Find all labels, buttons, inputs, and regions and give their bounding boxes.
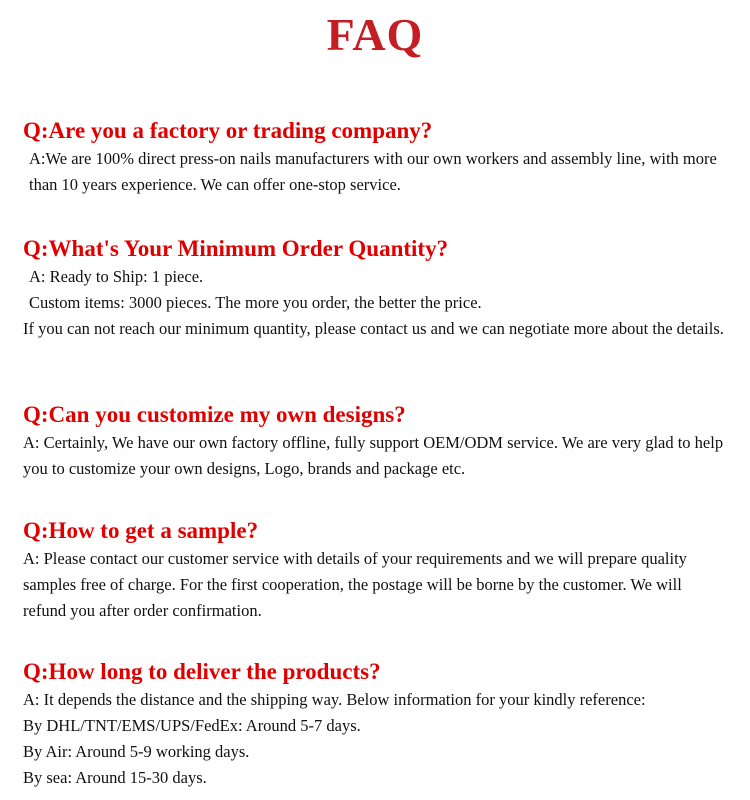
faq-answer — [23, 546, 728, 624]
faq-answer-line: A: Please contact our customer service with details of your requirements and we will prepare quality samples free of charge. For the first cooperation, the postage will be borne by the customer. We will refund you after order confirmation. — [23, 549, 687, 620]
faq-question: Q:What's Your Minimum Order Quantity? — [23, 236, 449, 261]
faq-item-factory — [23, 116, 728, 198]
faq-answer — [23, 264, 728, 342]
faq-question: Q:Can you customize my own designs? — [23, 402, 406, 427]
faq-answer-line: A: It depends the distance and the shipping way. Below information for your kindly reference: — [23, 690, 646, 709]
faq-question: Q:How to get a sample? — [23, 518, 259, 543]
faq-item-sample — [23, 516, 728, 624]
faq-answer-line: A:We are 100% direct press-on nails manufacturers with our own workers and assembly line, with more than 10 years experience. We can offer one-stop service. — [29, 149, 717, 194]
faq-item-customize — [23, 400, 728, 482]
faq-question: Q:How long to deliver the products? — [23, 659, 381, 684]
faq-question: Q:Are you a factory or trading company? — [23, 118, 433, 143]
faq-answer-line: Custom items: 3000 pieces. The more you order, the better the price. — [29, 293, 482, 312]
faq-answer — [23, 146, 728, 198]
faq-answer-line: A: Certainly, We have our own factory offline, fully support OEM/ODM service. We are very glad to help you to customize your own designs, Logo, brands and package etc. — [23, 433, 724, 478]
faq-answer-line: If you can not reach our minimum quantity, please contact us and we can negotiate more about the details. — [23, 319, 724, 338]
faq-answer-line: By sea: Around 15-30 days. — [23, 768, 207, 787]
faq-item-moq — [23, 234, 728, 342]
faq-answer — [23, 430, 728, 482]
faq-answer-line: By Air: Around 5-9 working days. — [23, 742, 250, 761]
faq-item-delivery — [23, 657, 728, 791]
faq-answer-line: By DHL/TNT/EMS/UPS/FedEx: Around 5-7 days. — [23, 716, 361, 735]
page-title: FAQ — [326, 9, 424, 60]
faq-answer — [23, 687, 728, 791]
faq-answer-line: A: Ready to Ship: 1 piece. — [29, 267, 204, 286]
